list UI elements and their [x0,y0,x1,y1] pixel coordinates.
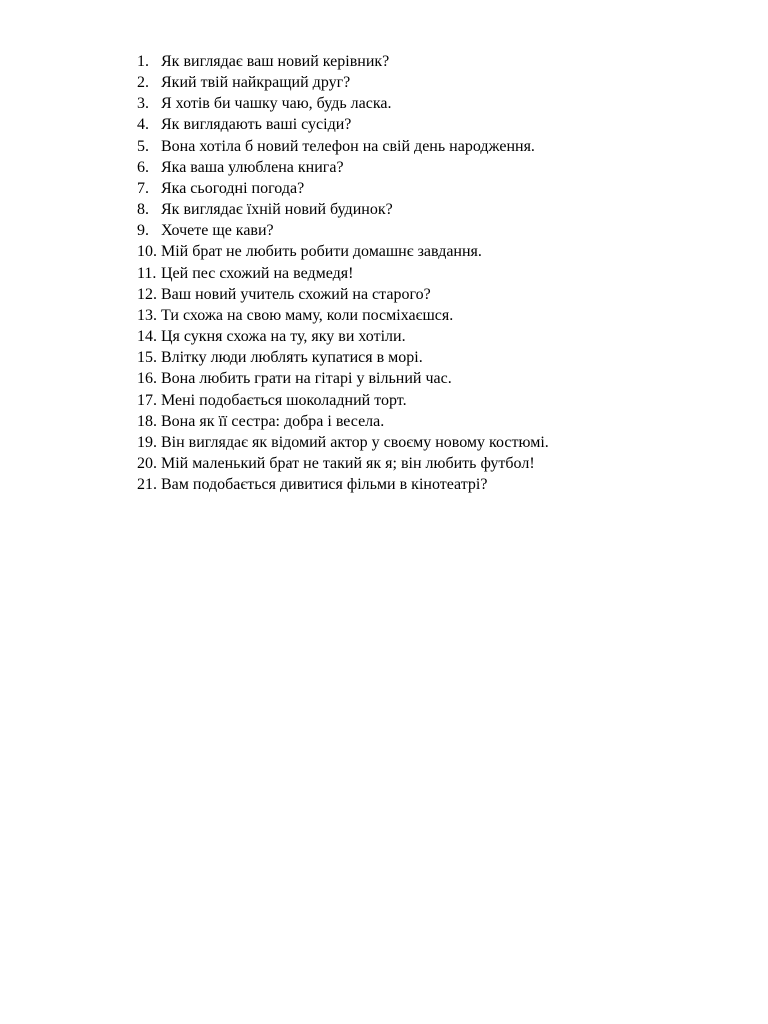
item-number: 13. [137,306,157,324]
list-item [137,411,737,432]
item-text: Ваш новий учитель схожий на старого? [161,285,431,303]
list-item [137,474,737,495]
list-item [137,263,737,284]
item-number: 6. [137,158,149,176]
item-text: Вона як її сестра: добра і весела. [161,412,385,430]
item-number: 2. [137,74,149,92]
list-item [137,326,737,347]
item-number: 5. [137,137,149,155]
item-text: Вона хотіла б новий телефон на свій день народження. [161,137,535,155]
item-number: 18. [137,412,157,430]
item-text: Він виглядає як відомий актор у своєму новому костюмі. [161,433,549,451]
list-item [137,453,737,474]
item-number: 11. [137,264,157,282]
item-number: 16. [137,370,157,388]
list-item [137,51,737,72]
item-text: Вона любить грати на гітарі у вільний час. [161,370,452,388]
item-number: 14. [137,328,157,346]
list-item [137,114,737,135]
list-item [137,157,737,178]
item-number: 17. [137,391,157,409]
item-text: Як виглядають ваші сусіди? [161,116,352,134]
list-item [137,178,737,199]
list-item [137,241,737,262]
list-item [137,390,737,411]
item-text: Ти схожа на свою маму, коли посміхаєшся. [161,306,454,324]
item-number: 3. [137,95,149,113]
list-item [137,305,737,326]
list-item [137,220,737,241]
item-text: Хочете ще кави? [161,222,274,240]
list-item [137,284,737,305]
list-item [137,93,737,114]
list-item [137,432,737,453]
item-text: Як виглядає їхній новий будинок? [161,201,393,219]
item-text: Яка сьогодні погода? [161,179,305,197]
item-text: Мені подобається шоколадний торт. [161,391,407,409]
sentence-list [137,51,737,495]
item-text: Ця сукня схожа на ту, яку ви хотіли. [161,328,406,346]
item-text: Який твій найкращий друг? [161,74,351,92]
item-number: 21. [137,476,157,494]
list-item [137,136,737,157]
item-text: Яка ваша улюблена книга? [161,158,344,176]
item-number: 8. [137,201,149,219]
list-item [137,72,737,93]
item-number: 20. [137,454,157,472]
list-item [137,347,737,368]
item-number: 4. [137,116,149,134]
item-number: 10. [137,243,157,261]
item-text: Мій брат не любить робити домашнє завдання. [161,243,482,261]
item-text: Як виглядає ваш новий керівник? [161,53,390,70]
item-text: Мій маленький брат не такий як я; він любить футбол! [161,454,535,472]
item-number: 7. [137,179,149,197]
list-item [137,199,737,220]
item-text: Вам подобається дивитися фільми в кінотеатрі? [161,476,488,494]
item-number: 1. [137,53,149,70]
item-text: Цей пес схожий на ведмедя! [161,264,354,282]
item-number: 12. [137,285,157,303]
item-number: 19. [137,433,157,451]
item-text: Я хотів би чашку чаю, будь ласка. [161,95,392,113]
item-number: 15. [137,349,157,367]
item-number: 9. [137,222,149,240]
item-text: Влітку люди люблять купатися в морі. [161,349,423,367]
list-item [137,368,737,389]
